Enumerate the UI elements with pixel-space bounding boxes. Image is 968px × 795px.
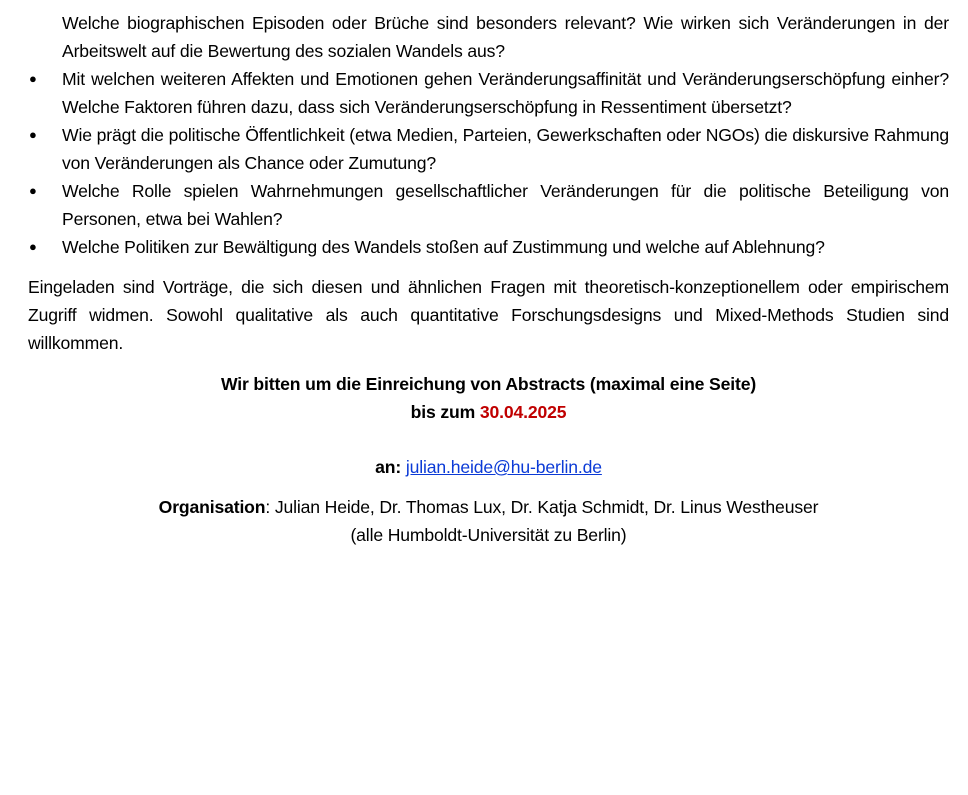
call-line-1: Wir bitten um die Einreichung von Abstracts (maximal eine Seite)	[220, 374, 757, 394]
intro-continuation-text: Welche biographischen Episoden oder Brüche sind besonders relevant? Wie wirken sich Veränderungen in der Arbeitswelt auf die Bewertung des sozialen Wandels aus?	[62, 13, 949, 61]
bullet-icon: ●	[29, 127, 37, 142]
list-item-text: Wie prägt die politische Öffentlichkeit (etwa Medien, Parteien, Gewerkschaften oder NGOs) die diskursive Rahmung von Veränderungen als Chance oder Zumutung?	[62, 125, 949, 173]
organisation-block	[28, 493, 949, 549]
list-item-text: Welche Politiken zur Bewältigung des Wandels stoßen auf Zustimmung und welche auf Ablehnung?	[62, 237, 825, 257]
organisation-names: : Julian Heide, Dr. Thomas Lux, Dr. Katja Schmidt, Dr. Linus Westheuser	[265, 497, 819, 517]
contact-label: an:	[375, 457, 402, 477]
list-item	[28, 177, 949, 233]
organisation-line	[28, 493, 949, 521]
call-line-2	[28, 398, 949, 426]
list-item	[28, 233, 949, 261]
list-item	[28, 121, 949, 177]
deadline-date: 30.04.2025	[479, 402, 567, 422]
document-page	[28, 9, 949, 549]
email-link[interactable]: julian.heide@hu-berlin.de	[405, 457, 602, 477]
bullet-icon: ●	[29, 183, 37, 198]
bullet-icon: ●	[29, 71, 37, 86]
contact-line	[28, 453, 949, 481]
organisation-label: Organisation	[158, 497, 266, 517]
invitation-paragraph: Eingeladen sind Vorträge, die sich diesen und ähnlichen Fragen mit theoretisch-konzeptionellem oder empirischem Zugriff widmen. Sowohl qualitative als auch quantitative Forschungsdesigns und Mixed-Methods Studien sind willkommen.	[28, 277, 949, 353]
list-item	[28, 65, 949, 121]
question-list	[28, 65, 949, 261]
list-item-text: Mit welchen weiteren Affekten und Emotionen gehen Veränderungsaffinität und Veränderungserschöpfung einher? Welche Faktoren führen dazu, dass sich Veränderungserschöpfung in Ressentiment übersetzt?	[62, 69, 949, 117]
call-for-abstracts	[28, 370, 949, 426]
organisation-affiliation: (alle Humboldt-Universität zu Berlin)	[350, 525, 627, 545]
list-item-text: Welche Rolle spielen Wahrnehmungen gesellschaftlicher Veränderungen für die politische Beteiligung von Personen, etwa bei Wahlen?	[62, 181, 949, 229]
deadline-prefix: bis zum	[410, 402, 480, 422]
bullet-icon: ●	[29, 239, 37, 254]
